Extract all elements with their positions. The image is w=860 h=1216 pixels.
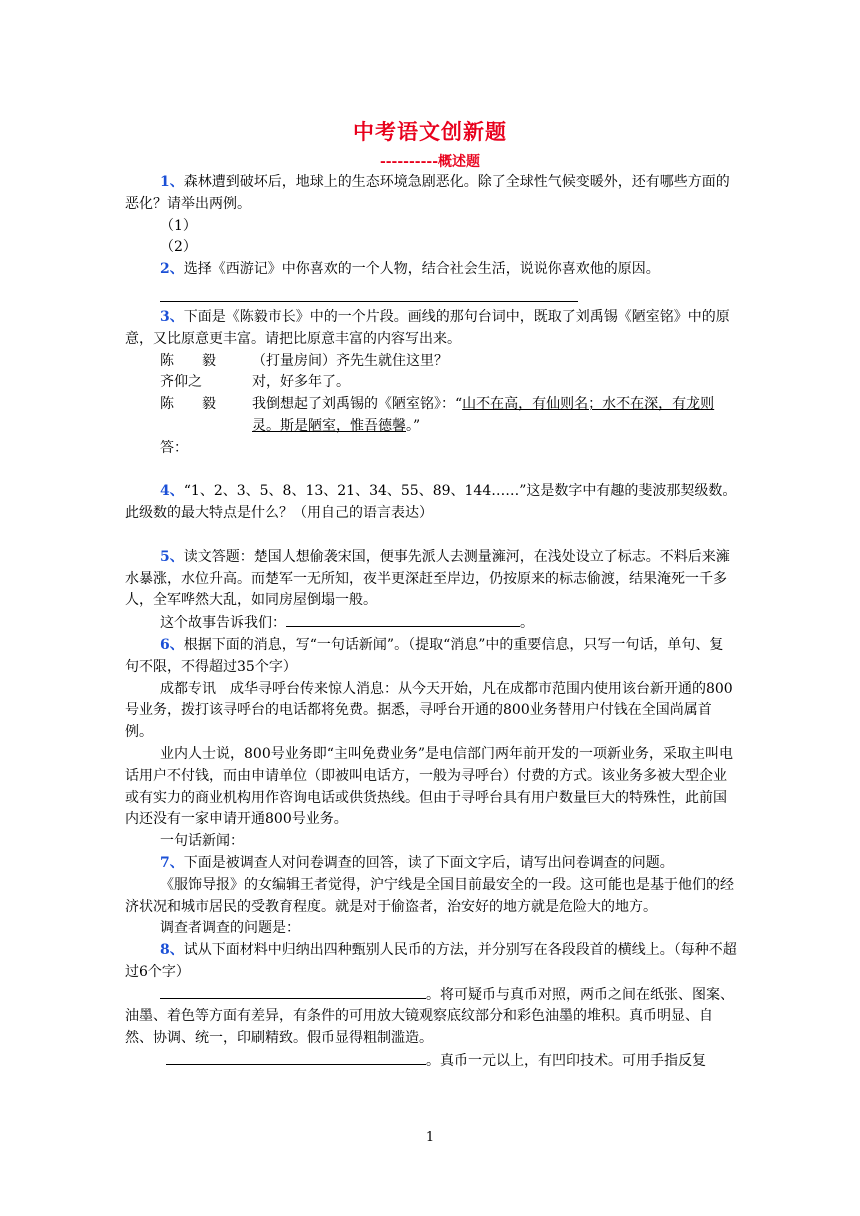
- underlined-quote: 山不在高，有仙则名；水不在深，有龙则灵。斯是陋室，惟吾德馨: [252, 396, 715, 434]
- page-number: 1: [425, 1130, 435, 1145]
- question-text: 森林遭到破坏后，地球上的生态环境急剧恶化。除了全球性气候变暖外，还有哪些方面的恶化？请举出两例。: [125, 174, 730, 212]
- prompt-end: 。: [520, 615, 534, 632]
- method-text: 。将可疑币与真币对照，两币之间在纸张、图案、油墨、着色等方面有差异，有条件的可用放大镜观察底纹部分和彩色油墨的堆积。真币明显、自然、协调、统一，印刷精致。假币显得粗制滥造。: [125, 986, 734, 1047]
- question-7: [125, 853, 737, 875]
- question-number: 8、: [160, 942, 184, 959]
- answer-prompt: 一句话新闻：: [160, 833, 244, 850]
- answer-label: 答：: [160, 439, 188, 456]
- question-text: “1、2、3、5、8、13、21、34、55、89、144……”这是数字中有趣的斐波那契级数。此级数的最大特点是什么？（用自己的语言表达）: [125, 483, 737, 522]
- page-title: 中考语文创新题: [353, 119, 507, 144]
- news-paragraph: 业内人士说，800号业务即“主叫免费业务”是电信部门两年前开发的一项新业务，采取主叫电话用户不付钱，而由申请单位（即被叫电话方，一般为寻呼台）付费的方式。该业务多被大型企业或有实力的商业机构用作咨询电话或供货热线。但由于寻呼台具有用户数量巨大的特殊性，此前国内还没有一家申请开通800号业务。: [125, 745, 734, 828]
- news-paragraph: 成都专讯 成华寻呼台传来惊人消息：从今天开始，凡在成都市范围内使用该台新开通的800号业务，拨打该寻呼台的电话都将免费。据悉，寻呼台开通的800业务替用户付钱在全国尚属首例。: [125, 680, 733, 741]
- dialog-text: [252, 394, 737, 438]
- question-text: 试从下面材料中归纳出四种甄别人民币的方法，并分别写在各段段首的横线上。（每种不超过6个字）: [125, 942, 737, 980]
- dialog-text: （打量房间）齐先生就住这里？: [252, 352, 448, 369]
- dialog-text-pre: 我倒想起了刘禹锡的《陋室铭》：“: [252, 396, 463, 413]
- dialog-line: [125, 372, 737, 394]
- dialog-line: [125, 394, 737, 438]
- method-paragraph: [125, 1050, 737, 1073]
- question-text: 下面是《陈毅市长》中的一个片段。画线的那句台词中，既取了刘禹锡《陋室铭》中的原意，又比原意更丰富。请把比原意丰富的内容写出来。: [125, 308, 730, 347]
- dialog-text: 对，好多年了。: [252, 374, 350, 391]
- question-text: 读文答题：楚国人想偷袭宋国，便事先派人去测量澭河，在浅处设立了标志。不料后来澭水暴涨，水位升高。而楚军一无所知，夜半更深赶至岸边，仍按原来的标志偷渡，结果淹死一千多人，全军哗然大乱，如同房屋倒塌一般。: [125, 548, 730, 609]
- prompt-text: 这个故事告诉我们：: [160, 615, 286, 632]
- question-number: 3、: [160, 308, 184, 325]
- question-number: 7、: [160, 854, 184, 871]
- answer-blank[interactable]: [160, 984, 426, 999]
- survey-paragraph: 《服饰导报》的女编辑王者觉得，沪宁线是全国目前最安全的一段。这可能也是基于他们的经济状况和城市居民的受教育程度。就是对于偷盗者，治安好的地方就是危险大的地方。: [125, 876, 734, 915]
- answer-prompt: [125, 612, 737, 635]
- question-6: [125, 635, 737, 679]
- question-number: 4、: [160, 483, 184, 500]
- dialog-speaker: 齐仰之: [160, 374, 202, 391]
- document-body: [125, 172, 737, 1073]
- answer-prompt: 调查者调查的问题是：: [160, 920, 300, 937]
- question-number: 6、: [160, 636, 184, 653]
- answer-blank[interactable]: [286, 612, 520, 627]
- section-subtitle: ----------概述题: [379, 154, 481, 170]
- answer-blank[interactable]: [166, 1050, 426, 1065]
- question-3: [125, 307, 737, 351]
- question-text: 选择《西游记》中你喜欢的一个人物，结合社会生活，说说你喜欢他的原因。: [183, 261, 660, 278]
- dialog-speaker: 陈 毅: [160, 396, 216, 413]
- dialog-line: [125, 351, 737, 373]
- question-number: 5、: [160, 548, 184, 565]
- question-text: 下面是被调查人对问卷调查的回答，读了下面文字后，请写出问卷调查的问题。: [183, 854, 674, 871]
- question-text: 根据下面的消息，写“一句话新闻”。（提取“消息”中的重要信息，只写一句话，单句、复句不限，不得超过35个字）: [125, 636, 724, 675]
- question-number: 2、: [160, 261, 184, 278]
- method-text: 。真币一元以上，有凹印技术。可用手指反复: [426, 1053, 706, 1070]
- dialog-speaker: 陈 毅: [160, 352, 216, 369]
- question-2: [125, 259, 737, 281]
- question-4: [125, 481, 737, 525]
- method-paragraph: [125, 984, 737, 1050]
- question-8: [125, 940, 737, 984]
- answer-item-2: （2）: [160, 239, 197, 256]
- answer-item-1: （1）: [160, 217, 197, 234]
- question-number: 1、: [160, 174, 184, 190]
- dialog-text-post: 。”: [406, 417, 421, 434]
- question-1: [125, 172, 737, 216]
- question-5: [125, 547, 737, 612]
